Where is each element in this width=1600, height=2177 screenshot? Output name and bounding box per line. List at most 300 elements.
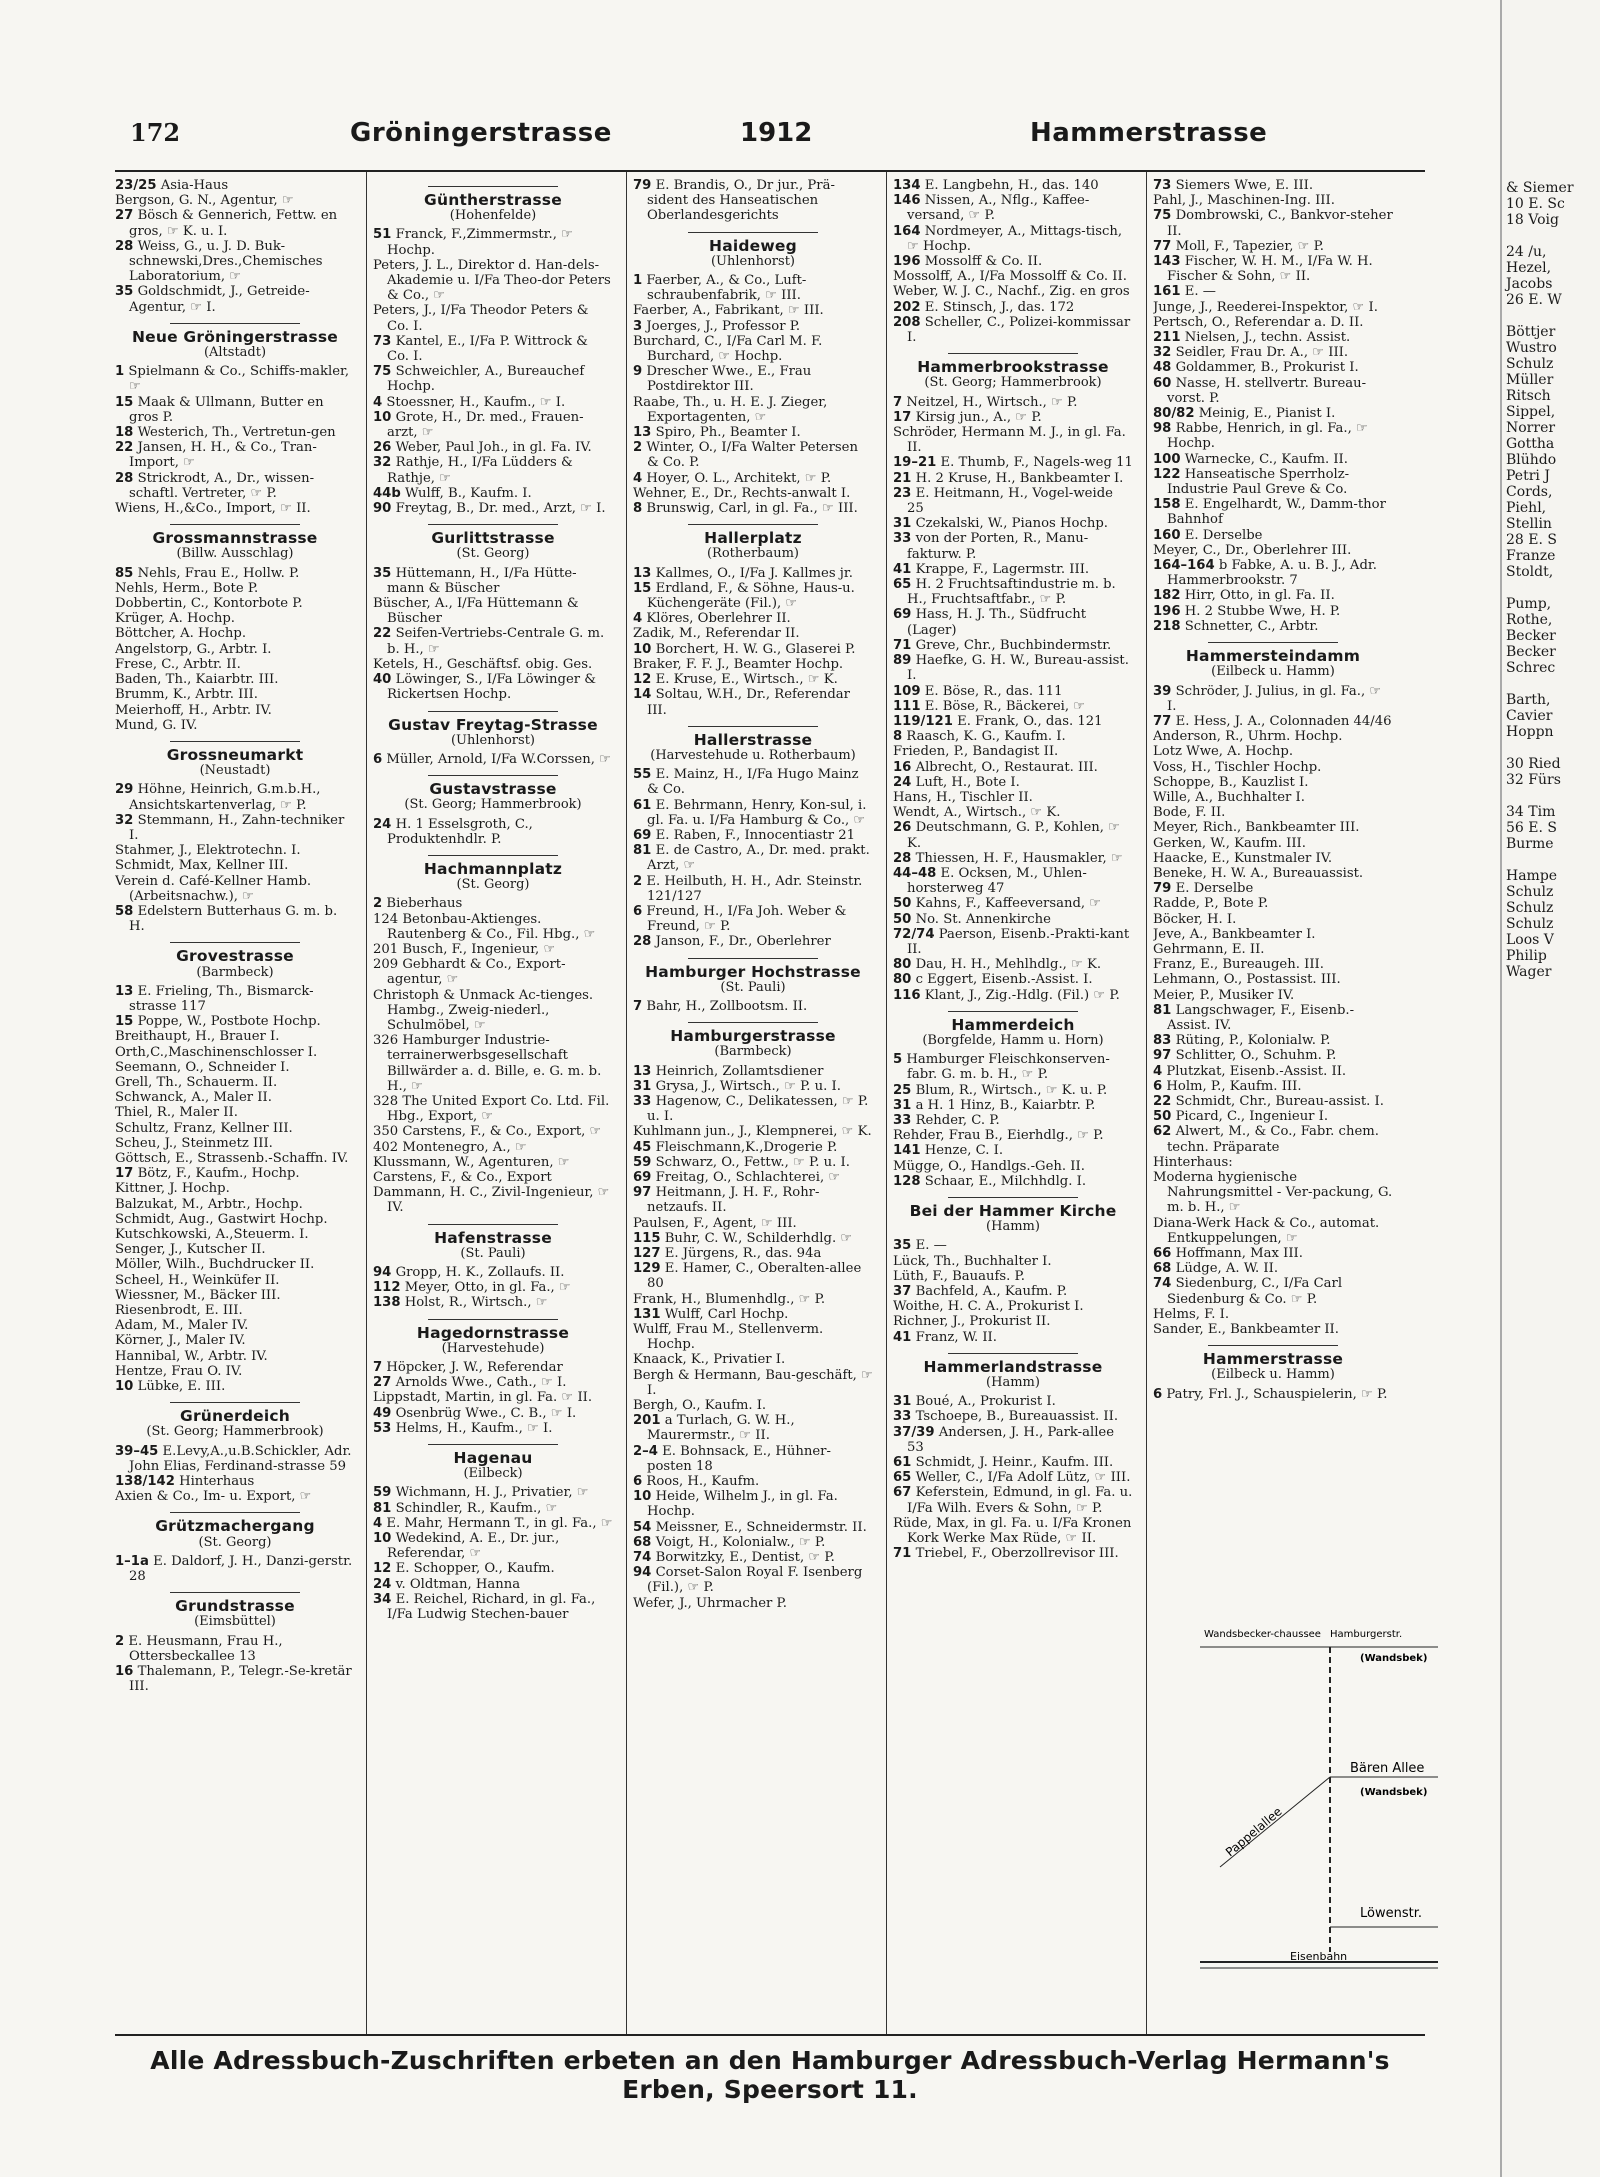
column-2 — [373, 178, 613, 2028]
directory-entry — [1153, 1387, 1393, 1402]
directory-entry — [115, 626, 355, 641]
column-1 — [115, 178, 355, 2028]
entry-text: 201 Busch, F., Ingenieur, ☞ — [373, 941, 556, 957]
directory-entry — [1153, 1322, 1393, 1337]
house-number: 35 — [893, 1238, 912, 1254]
entry-text: Lüdge, A. W. II. — [1175, 1261, 1279, 1277]
entry-text: Hüttemann, H., I/Fa Hütte-mann & Büscher — [387, 565, 577, 596]
house-number: 44–48 — [893, 865, 937, 881]
entry-text: Dammann, H. C., Zivil-Ingenieur, ☞ IV. — [373, 1185, 610, 1216]
entry-text: Mossolff & Co. II. — [924, 254, 1043, 270]
house-number: 115 — [633, 1230, 661, 1246]
directory-entry — [893, 315, 1133, 345]
street-section-heading — [893, 353, 1133, 390]
entry-text: Lippstadt, Martin, in gl. Fa. ☞ II. — [373, 1390, 593, 1406]
entry-text: No. St. Annenkirche — [915, 911, 1051, 927]
directory-entry — [893, 1546, 1133, 1561]
street-name: Hallerstrasse — [693, 730, 813, 749]
entry-text: Erdland, F., & Söhne, Haus-u. Küchengeräte (Fil.), ☞ — [647, 580, 855, 612]
house-number: 37/39 — [893, 1424, 935, 1440]
adjacent-page-line: 56 E. S — [1506, 820, 1557, 836]
house-number: 22 — [1153, 1093, 1172, 1109]
street-section-heading — [373, 775, 613, 812]
entry-text: Meyer, Otto, in gl. Fa., ☞ — [404, 1280, 571, 1296]
entry-text: Höpcker, J. W., Referendar — [386, 1360, 563, 1376]
house-number: 10 — [373, 409, 392, 425]
house-number: 33 — [893, 1112, 912, 1128]
adjacent-page-line: 26 E. W — [1506, 292, 1562, 308]
directory-entry — [115, 1181, 355, 1196]
street-district: (Harvestehude u. Rotherbaum) — [650, 747, 856, 763]
entry-text: H. 2 Kruse, H., Bankbeamter I. — [915, 470, 1124, 486]
entry-text: Poppe, W., Postbote Hochp. — [137, 1014, 321, 1030]
directory-entry — [893, 178, 1133, 193]
directory-entry — [633, 626, 873, 641]
adjacent-page-line — [1502, 788, 1600, 804]
entry-text: Osenbrüg Wwe., C. B., ☞ I. — [395, 1405, 577, 1421]
entry-text: Janson, F., Dr., Oberlehrer — [655, 934, 831, 950]
entry-text: Plutzkat, Eisenb.-Assist. II. — [1166, 1063, 1347, 1079]
directory-entry — [893, 224, 1133, 254]
entry-text: Heide, Wilhelm J., in gl. Fa. Hochp. — [647, 1489, 838, 1520]
house-number: 116 — [893, 987, 921, 1003]
directory-entry — [1153, 912, 1393, 927]
directory-entry — [373, 410, 613, 440]
directory-entry — [115, 1489, 355, 1504]
street-name: Güntherstrasse — [424, 191, 562, 209]
house-number: 75 — [1153, 208, 1172, 224]
directory-entry — [1153, 528, 1393, 543]
directory-entry — [633, 874, 873, 904]
directory-entry — [373, 1360, 613, 1375]
entry-text: Wulff, B., Kaufm. I. — [405, 485, 532, 501]
adjacent-page-line: Becker — [1506, 644, 1556, 660]
directory-entry — [1153, 1064, 1393, 1079]
house-number: 14 — [633, 687, 652, 703]
house-number: 1 — [115, 364, 125, 380]
left-street-heading: Gröningerstrasse — [350, 118, 612, 148]
directory-entry — [1153, 1307, 1393, 1322]
entry-text: Braker, F. F. J., Beamter Hochp. — [633, 656, 844, 672]
house-number: 19–21 — [893, 455, 937, 471]
directory-entry — [373, 395, 613, 410]
house-number: 81 — [1153, 1002, 1172, 1018]
adjacent-page-line: Jacobs — [1506, 276, 1553, 292]
directory-entry — [1153, 452, 1393, 467]
entry-text: Bieberhaus — [386, 896, 463, 912]
house-number: 79 — [633, 178, 652, 193]
directory-entry — [115, 1349, 355, 1364]
entry-text: Fischer, W. H. M., I/Fa W. H. Fischer & Sohn, ☞ II. — [1167, 254, 1373, 285]
entry-text: Meyer, Rich., Bankbeamter III. — [1153, 820, 1360, 836]
street-name: Grützmachergang — [155, 1517, 315, 1536]
directory-entry — [633, 1185, 873, 1215]
entry-text: E. Heusmann, Frau H., Ottersbeckallee 13 — [128, 1633, 283, 1664]
directory-entry — [115, 1333, 355, 1348]
directory-entry — [893, 1098, 1133, 1113]
street-name: Grovestrasse — [176, 947, 294, 966]
street-district: (Billw. Ausschlag) — [176, 546, 294, 562]
house-number: 4 — [633, 611, 643, 627]
house-number: 68 — [1153, 1261, 1172, 1277]
directory-entry — [115, 1029, 355, 1044]
entry-text: Nielsen, J., techn. Assist. — [1184, 330, 1351, 346]
adjacent-page-line: 24 /u, — [1506, 244, 1547, 260]
entry-text: E. Kruse, E., Wirtsch., ☞ K. — [655, 672, 838, 688]
entry-text: Kahns, F., Kaffeeversand, ☞ — [915, 896, 1102, 912]
directory-entry — [373, 817, 613, 847]
entry-text: Stoessner, H., Kaufm., ☞ I. — [386, 394, 566, 410]
column-5 — [1153, 178, 1393, 1618]
entry-text: Meissner, E., Schneidermstr. II. — [655, 1519, 867, 1535]
house-number: 26 — [893, 820, 912, 836]
directory-entry — [373, 752, 613, 767]
house-number: 80 — [893, 957, 912, 973]
entry-text: Maak & Ullmann, Butter en gros P. — [129, 394, 324, 425]
directory-entry — [893, 1254, 1133, 1269]
column-4 — [893, 178, 1133, 2028]
directory-entry — [893, 1299, 1133, 1314]
house-number: 35 — [373, 565, 392, 581]
directory-entry — [115, 782, 355, 812]
adjacent-page-line: Pump, — [1506, 596, 1552, 612]
column-3 — [633, 178, 873, 2028]
house-number: 208 — [893, 314, 921, 330]
directory-entry — [373, 258, 613, 304]
directory-entry — [115, 1121, 355, 1136]
street-section-heading — [893, 1197, 1133, 1234]
house-number: 1 — [633, 273, 643, 289]
directory-entry — [115, 1318, 355, 1333]
street-district: (Barmbeck) — [714, 1044, 792, 1060]
directory-entry — [893, 284, 1133, 299]
entry-text: Meierhoff, H., Arbtr. IV. — [115, 702, 272, 718]
entry-text: Frank, H., Blumenhdlg., ☞ P. — [633, 1291, 826, 1307]
house-number: 77 — [1153, 238, 1172, 254]
directory-entry — [373, 566, 613, 596]
house-number: 158 — [1153, 497, 1181, 513]
directory-entry — [373, 942, 613, 957]
entry-text: Voss, H., Tischler Hochp. — [1153, 759, 1322, 775]
directory-entry — [1153, 558, 1393, 588]
entry-text: Frieden, P., Bandagist II. — [893, 744, 1059, 760]
entry-text: von der Porten, R., Manu-fakturw. P. — [907, 531, 1089, 562]
street-name: Grünerdeich — [180, 1407, 290, 1426]
street-district: (Barmbeck) — [196, 964, 274, 980]
house-number: 37 — [893, 1284, 912, 1300]
entry-text: Mügge, O., Handlgs.-Geh. II. — [893, 1158, 1085, 1174]
directory-entry — [373, 1390, 613, 1405]
street-name: Hammersteindamm — [1185, 647, 1361, 666]
house-number: 15 — [115, 1014, 134, 1030]
adjacent-page-line: Piehl, — [1506, 500, 1547, 516]
entry-text: E. de Castro, A., Dr. med. prakt. Arzt, ☞ — [647, 843, 870, 874]
house-number: 10 — [373, 1531, 392, 1547]
directory-entry — [1153, 896, 1393, 911]
directory-entry — [373, 957, 613, 987]
directory-entry — [1153, 254, 1393, 284]
entry-text: Hanseatische Sperrholz-Industrie Paul Greve & Co. — [1167, 466, 1350, 498]
entry-text: Heinrich, Zollamtsdiener — [655, 1063, 824, 1079]
map-label-eisenbahn: Eisenbahn — [1290, 1950, 1348, 1963]
entry-text: Grell, Th., Schauerm. II. — [115, 1074, 278, 1090]
house-number: 66 — [1153, 1246, 1172, 1262]
entry-text: Gehrmann, E. II. — [1153, 941, 1265, 957]
directory-entry — [633, 1368, 873, 1398]
street-map — [1200, 1617, 1438, 2002]
directory-entry — [373, 455, 613, 485]
directory-entry — [633, 843, 873, 873]
directory-entry — [633, 642, 873, 657]
directory-entry — [115, 642, 355, 657]
entry-text: Picard, C., Ingenieur I. — [1175, 1109, 1329, 1125]
directory-entry — [893, 638, 1133, 653]
entry-text: Löwinger, S., I/Fa Löwinger & Rickertsen Hochp. — [387, 672, 597, 703]
entry-text: Langschwager, F., Eisenb.-Assist. IV. — [1167, 1002, 1355, 1033]
entry-text: Seemann, O., Schneider I. — [115, 1059, 290, 1075]
directory-entry — [633, 1246, 873, 1261]
house-number: 143 — [1153, 254, 1181, 270]
house-number: 211 — [1153, 330, 1181, 346]
entry-text: Helms, F. I. — [1153, 1306, 1230, 1322]
adjacent-page-line: 18 Voig — [1506, 212, 1559, 228]
directory-entry — [1153, 851, 1393, 866]
directory-entry — [1153, 942, 1393, 957]
entry-text: E. Engelhardt, W., Damm-thor Bahnhof — [1167, 497, 1386, 528]
house-number: 32 — [1153, 345, 1172, 361]
entry-text: Raabe, Th., u. H. E. J. Zieger, Exportagenten, ☞ — [633, 394, 828, 425]
entry-text: Breithaupt, H., Brauer I. — [115, 1029, 280, 1045]
house-number: 24 — [373, 1576, 392, 1592]
street-section-heading — [373, 524, 613, 561]
house-number: 129 — [633, 1261, 661, 1277]
directory-entry — [893, 1269, 1133, 1284]
entry-text: Diana-Werk Hack & Co., automat. Entkuppelungen, ☞ — [1153, 1215, 1380, 1246]
directory-entry — [1153, 1094, 1393, 1109]
directory-entry — [633, 1292, 873, 1307]
entry-text: Faerber, A., Fabrikant, ☞ III. — [633, 303, 824, 319]
directory-entry — [893, 699, 1133, 714]
directory-entry — [373, 486, 613, 501]
house-number: 13 — [633, 425, 652, 441]
directory-entry — [1153, 927, 1393, 942]
adjacent-page-line: Blühdo — [1506, 452, 1557, 468]
street-name: Gustav Freytag-Strasse — [388, 715, 598, 734]
street-name: Hamburger Hochstrasse — [645, 962, 861, 981]
directory-entry — [115, 1014, 355, 1029]
directory-entry — [373, 1265, 613, 1280]
directory-entry — [893, 851, 1133, 866]
street-section-heading — [633, 726, 873, 763]
street-section-heading — [373, 186, 613, 223]
directory-entry — [115, 1075, 355, 1090]
entry-text: Verein d. Café-Kellner Hamb. (Arbeitsnachw.), ☞ — [115, 873, 312, 904]
directory-entry — [373, 1406, 613, 1421]
directory-entry — [115, 1090, 355, 1105]
street-section-heading — [633, 958, 873, 995]
entry-text: Rehder, C. P. — [915, 1112, 1000, 1128]
entry-text: E. Reichel, Richard, in gl. Fa., I/Fa Ludwig Stechen-bauer — [387, 1591, 596, 1623]
house-number: 2–4 — [633, 1443, 658, 1459]
directory-entry — [1153, 1109, 1393, 1124]
entry-text: Patry, Frl. J., Schauspielerin, ☞ P. — [1166, 1386, 1388, 1402]
directory-entry — [893, 927, 1133, 957]
directory-entry — [633, 471, 873, 486]
entry-text: Drescher Wwe., E., Frau Postdirektor III. — [646, 364, 812, 395]
house-number: 35 — [115, 284, 134, 300]
entry-text: Baden, Th., Kaiarbtr. III. — [115, 672, 279, 688]
directory-entry — [115, 364, 355, 394]
entry-text: Mund, G. IV. — [115, 717, 198, 733]
directory-entry — [633, 486, 873, 501]
directory-entry — [373, 334, 613, 364]
entry-text: Thiel, R., Maler II. — [115, 1105, 238, 1121]
house-number: 12 — [373, 1561, 392, 1577]
adjacent-page-line: 28 E. S — [1506, 532, 1557, 548]
directory-entry — [1153, 1261, 1393, 1276]
entry-text: Czekalski, W., Pianos Hochp. — [915, 516, 1108, 532]
entry-text: Bergh & Hermann, Bau-geschäft, ☞ I. — [633, 1367, 873, 1398]
adjacent-page-line: Schulz — [1506, 916, 1554, 932]
entry-text: Körner, J., Maler IV. — [115, 1333, 246, 1349]
house-number: 128 — [893, 1173, 921, 1189]
directory-entry — [893, 972, 1133, 987]
entry-text: E. Jürgens, R., das. 94a — [664, 1246, 822, 1261]
column-divider — [1146, 172, 1147, 2034]
directory-entry — [115, 1151, 355, 1166]
directory-entry — [115, 874, 355, 904]
adjacent-page-line: & Siemer — [1506, 180, 1574, 196]
entry-text: Kantel, E., I/Fa P. Wittrock & Co. I. — [387, 333, 588, 365]
column-divider — [886, 172, 887, 2034]
entry-text: Hirr, Otto, in gl. Fa. II. — [1184, 588, 1335, 604]
directory-entry — [373, 227, 613, 257]
house-number: 27 — [115, 208, 134, 224]
adjacent-page-line: Philip — [1506, 948, 1547, 964]
directory-entry — [633, 1550, 873, 1565]
directory-entry — [893, 486, 1133, 516]
map-label-wandsbek-mid: (Wandsbek) — [1360, 1787, 1428, 1798]
entry-text: H. 2 Fruchtsaftindustrie m. b. H., Fruchtsaftfabr., ☞ P. — [907, 577, 1116, 608]
entry-text: Alwert, M., & Co., Fabr. chem. techn. Präparate — [1167, 1124, 1379, 1155]
house-number: 81 — [633, 843, 652, 859]
entry-text: Wendt, A., Wirtsch., ☞ K. — [893, 805, 1061, 821]
directory-entry — [115, 703, 355, 718]
street-section-heading — [893, 1353, 1133, 1390]
entry-text: Edelstern Butterhaus G. m. b. H. — [129, 903, 338, 935]
adjacent-page-line: Schrec — [1506, 660, 1556, 676]
street-section-heading — [373, 1319, 613, 1356]
entry-text: Krüger, A. Hochp. — [115, 611, 235, 627]
directory-entry — [633, 1596, 873, 1611]
house-number: 49 — [373, 1405, 392, 1421]
entry-text: Mossolff, A., I/Fa Mossolff & Co. II. — [893, 269, 1127, 285]
house-number: 22 — [115, 440, 134, 456]
house-number: 2 — [115, 1633, 125, 1649]
adjacent-page-line — [1502, 740, 1600, 756]
street-name: Hagenau — [453, 1449, 533, 1468]
entry-text: Bahr, H., Zollbootsm. II. — [646, 998, 808, 1014]
directory-entry — [893, 988, 1133, 1003]
entry-text: Meyer, C., Dr., Oberlehrer III. — [1153, 542, 1352, 558]
directory-entry — [893, 790, 1133, 805]
house-number: 13 — [633, 1063, 652, 1079]
street-section-heading — [115, 741, 355, 778]
entry-text: Weller, C., I/Fa Adolf Lütz, ☞ III. — [915, 1470, 1131, 1486]
house-number: 100 — [1153, 451, 1181, 467]
directory-entry — [1153, 239, 1393, 254]
house-number: 41 — [893, 561, 912, 577]
entry-text: Lüth, F., Bauaufs. P. — [893, 1268, 1025, 1284]
directory-entry — [1153, 467, 1393, 497]
directory-entry — [893, 912, 1133, 927]
street-name: Grossneumarkt — [166, 745, 304, 764]
directory-entry — [1153, 988, 1393, 1003]
street-name: Hammerbrookstrasse — [917, 358, 1109, 377]
house-number: 4 — [633, 470, 643, 486]
directory-entry — [633, 334, 873, 364]
entry-text: Bode, F. II. — [1153, 805, 1226, 821]
street-section-heading — [633, 1022, 873, 1059]
entry-text: Holst, R., Wirtsch., ☞ — [404, 1295, 548, 1311]
house-number: 18 — [115, 425, 134, 441]
adjacent-page-line: Burme — [1506, 836, 1554, 852]
entry-text: Junge, J., Reederei-Inspektor, ☞ I. — [1153, 299, 1378, 315]
street-section-heading — [373, 1444, 613, 1481]
entry-text: Peters, J. L., Direktor d. Han-dels-Akademie u. I/Fa Theo-dor Peters & Co., ☞ — [373, 257, 611, 304]
directory-entry — [1153, 543, 1393, 558]
entry-text: Lübke, E. III. — [137, 1379, 226, 1395]
entry-text: E. — — [1184, 284, 1216, 300]
entry-text: Beneke, H. W. A., Bureauassist. — [1153, 865, 1364, 881]
directory-entry — [633, 1474, 873, 1489]
entry-text: Böttcher, A. Hochp. — [115, 626, 247, 642]
entry-text: Schoppe, B., Kauzlist I. — [1153, 774, 1309, 790]
directory-entry — [633, 1489, 873, 1519]
map-label-wandsbek-top: (Wandsbek) — [1360, 1653, 1428, 1664]
entry-text: 350 Carstens, F., & Co., Export, ☞ — [373, 1124, 602, 1140]
house-number: 146 — [893, 193, 921, 209]
house-number: 73 — [1153, 178, 1172, 193]
entry-text: Schweichler, A., Bureauchef Hochp. — [387, 364, 585, 395]
directory-entry — [633, 1140, 873, 1155]
entry-text: Hamburger Fleischkonserven-fabr. G. m. b. H., ☞ P. — [906, 1052, 1110, 1083]
house-number: 10 — [115, 1379, 134, 1395]
entry-text: Deutschmann, G. P., Kohlen, ☞ K. — [907, 820, 1120, 851]
directory-entry — [373, 1577, 613, 1592]
directory-entry — [115, 687, 355, 702]
entry-text: Wehner, E., Dr., Rechts-anwalt I. — [633, 485, 851, 501]
directory-entry — [633, 1064, 873, 1079]
adjacent-page-line: Becker — [1506, 628, 1556, 644]
directory-entry — [115, 239, 355, 285]
house-number: 61 — [633, 797, 652, 813]
directory-entry — [633, 934, 873, 949]
house-number: 29 — [115, 782, 134, 798]
entry-text: b Fabke, A. u. B. J., Adr. Hammerbrookstr. 7 — [1167, 558, 1377, 589]
house-number: 28 — [115, 238, 134, 254]
street-name: Gurlittstrasse — [431, 529, 555, 548]
directory-entry — [1153, 330, 1393, 345]
house-number: 69 — [633, 827, 652, 843]
entry-text: Bötz, F., Kaufm., Hochp. — [137, 1166, 300, 1182]
house-number: 33 — [893, 531, 912, 547]
entry-text: Senger, J., Kutscher II. — [115, 1242, 266, 1258]
entry-text: Brunswig, Carl, in gl. Fa., ☞ III. — [646, 501, 858, 517]
map-label-hamburgerstr: Hamburgerstr. — [1330, 1629, 1403, 1640]
entry-text: Schmidt, Max, Kellner III. — [115, 858, 289, 874]
entry-text: Richner, J., Prokurist II. — [893, 1314, 1051, 1330]
